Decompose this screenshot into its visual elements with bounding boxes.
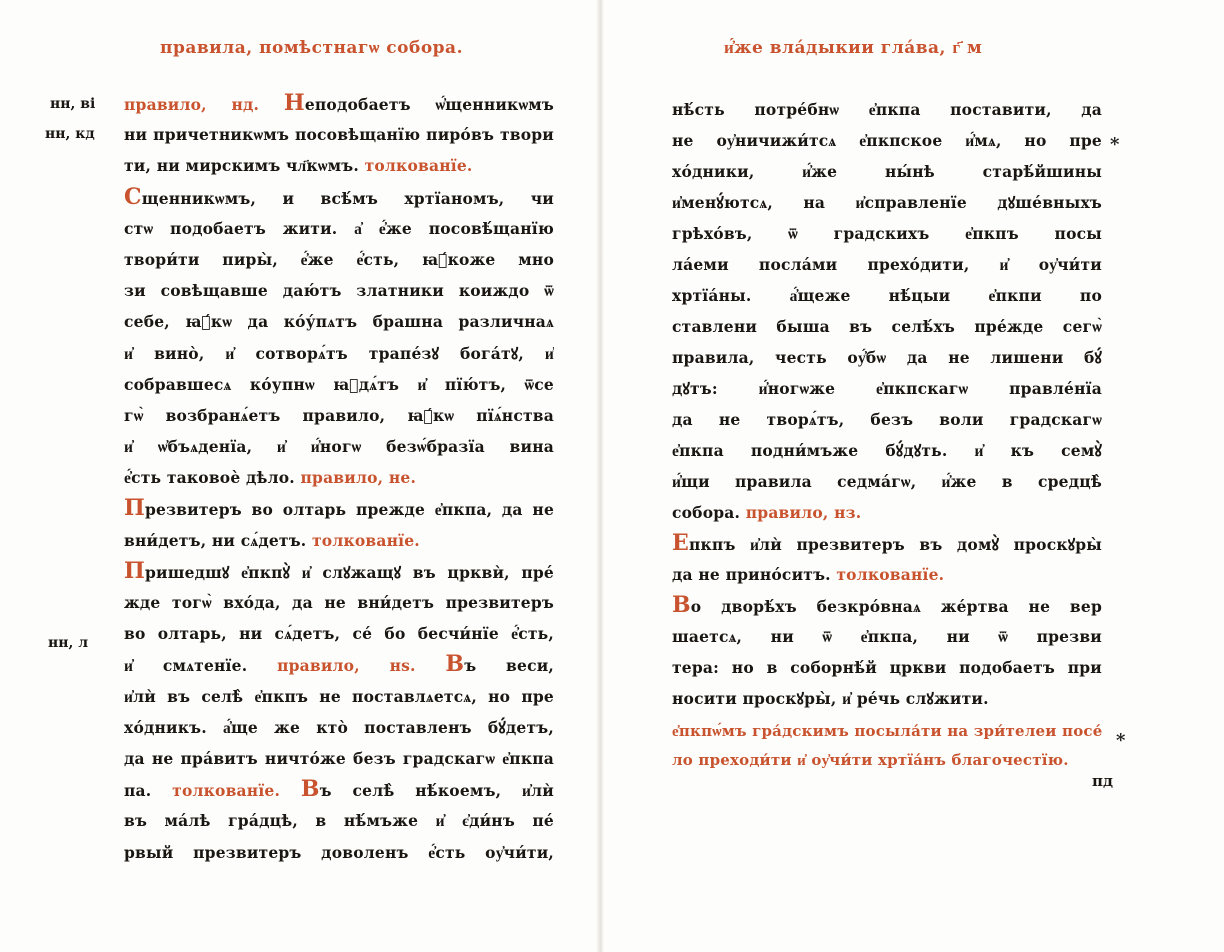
text-span: себе, ꙗ҆́кѡ да ко́у́пѧтъ брашна различнаѧ [124, 312, 554, 332]
text-line [672, 590, 1102, 621]
folio-number: пд [1092, 772, 1113, 790]
text-span: ла́еми посла́ми прехо́дити, и҆ оу҆чи́ти [672, 255, 1102, 274]
text-line [124, 213, 554, 244]
margin-note: нн, л [48, 635, 89, 651]
text-span: жде тогѡ̀ вхо́да, да не вни́детъ презвитеръ [124, 593, 554, 612]
text-span: ришедшꙋ е҆пкпꙋ̀ и҆ слꙋжащꙋ въ црквѝ, пре́ [144, 562, 554, 582]
left-running-head: правила, помѣстнагѡ собора. [160, 38, 463, 58]
text-line [124, 587, 554, 618]
text-line [672, 218, 1102, 249]
closing-line: ло преходи́ти и҆ оу҆чи́ти хртїа́нъ благочестїю. [672, 751, 1069, 769]
text-line [124, 837, 554, 868]
text-line [672, 404, 1102, 435]
rubric-text: правило, нд. [124, 95, 284, 114]
text-line [672, 187, 1102, 218]
rubric-text: правило, нѕ. [277, 656, 446, 676]
text-span: зи совѣщавше даю́тъ златники коиждо ѿ [124, 281, 554, 301]
text-line [124, 556, 554, 587]
initial-letter: П [124, 495, 145, 522]
text-span: нѣ́сть потре́бнѡ е҆пкпа поставити, да [672, 100, 1102, 119]
initial-letter: В [672, 592, 691, 618]
text-span: и҆ смѧтенїе. [124, 656, 278, 676]
text-line [124, 743, 554, 774]
text-line [124, 493, 554, 524]
text-span: гѡ̀ возбранѧ́етъ правило, ꙗ҆́кѡ пїѧ́нства [124, 405, 554, 425]
text-span: о дворѣ́хъ безкро́внаѧ же́ртва не вер [690, 597, 1102, 616]
text-line [672, 559, 1102, 590]
text-line [124, 275, 554, 306]
text-line [672, 621, 1102, 652]
text-line [672, 280, 1102, 311]
text-span: резвитеръ во олтарь прежде е҆пкпа, да не [144, 500, 554, 520]
text-line [124, 649, 554, 680]
text-line [124, 618, 554, 649]
text-line [124, 338, 554, 369]
text-span: стѡ подобаетъ жити. а҆ е҆́же посовѣ́щанїю [124, 218, 554, 238]
text-line [124, 119, 554, 150]
initial-letter: В [300, 776, 320, 803]
text-span: щенникѡмъ, и всѣ́мъ хртїаномъ, чи [141, 188, 554, 208]
right-page [604, 0, 1224, 952]
text-line [672, 125, 1102, 156]
text-span: да не творѧ́тъ, безъ воли градскагѡ [672, 410, 1102, 429]
text-span: ти, ни мирскимъ чл҃кѡмъ. [124, 156, 365, 176]
asterisk-mark: * [1110, 134, 1120, 155]
text-span: па. [124, 781, 173, 801]
text-span: твори́ти пиры̀, е҆́же е҆́сть, ꙗ҆́коже мно [124, 249, 554, 269]
text-span: собравшесѧ ко́упнѡ ꙗ҆дѧ́тъ и҆ пїю́тъ, ѿсе [124, 374, 554, 394]
rubric-text: толкованїе. [312, 530, 420, 550]
text-span: вни́детъ, ни сѧ́детъ. [124, 530, 312, 550]
text-span: еподобаетъ ѡ҆́щенникѡмъ [304, 95, 554, 114]
left-text-block [124, 88, 554, 868]
text-line [124, 244, 554, 275]
text-span: е҆пкпа подни́мъже бꙋ́дꙋть. и҆ къ семꙋ̀ [672, 441, 1102, 460]
text-span: дꙋтъ: и҆́ногѡже е҆пкпскагѡ правле́нїа [672, 379, 1102, 398]
text-line [124, 805, 554, 836]
text-line [124, 88, 554, 119]
book-gutter [596, 0, 604, 952]
initial-letter: В [445, 651, 465, 678]
text-span: въ ма́лѣ гра́дцѣ, в нѣ́мъже и҆ є҆ди́нъ пе́ [124, 811, 554, 831]
text-span: да не прино́ситъ. [672, 565, 837, 584]
initial-letter: Н [283, 90, 305, 116]
text-line [124, 462, 554, 493]
text-line [672, 435, 1102, 466]
text-span: и҆ ѡ҆бъѧденїа, и҆ и҆́ногѡ безѡ́бразїа вина [124, 437, 554, 457]
text-span: не оу҆ничижи́тсѧ е҆пкпское и҆́мѧ, но пре [672, 131, 1102, 150]
text-span: ни причетникѡмъ посовѣщанїю пиро́въ твори [124, 125, 554, 145]
rubric-text: толкованїе. [172, 781, 301, 801]
text-line [672, 94, 1102, 125]
initial-letter: С [124, 183, 142, 210]
text-span: хртїа́ны. а҆́щеже нѣ́цыи е҆пкпи по [672, 286, 1102, 305]
text-span: рвый презвитеръ доволенъ е҆́сть оу҆чи́ти, [124, 842, 554, 862]
text-line [124, 150, 554, 181]
rubric-text: толкованїе. [364, 156, 473, 176]
text-span: во олтарь, ни сѧ́детъ, се́ бо бесчи́нїе е҆́сть, [124, 624, 554, 644]
text-span: пкпъ и҆лѝ презвитеръ въ домꙋ̀ проскꙋры̀ [688, 535, 1102, 554]
text-span: ъ веси, [464, 656, 554, 676]
text-span: правила, честь оу҆́бѡ да не лишени бꙋ́ [672, 348, 1102, 367]
text-span: и҆лѝ въ селѣ̀ е҆пкпъ не поставлѧетсѧ, но пре [124, 686, 554, 706]
text-line [124, 525, 554, 556]
rubric-text: правило, не. [300, 468, 417, 488]
text-span: шаетсѧ, ни ѿ е҆пкпа, ни ѿ презви [672, 627, 1102, 646]
text-span: ставлени быша въ селѣ́хъ пре́жде сегѡ̀ [672, 317, 1102, 336]
text-span: хо́дникъ. а҆́ще же кто̀ поставленъ бꙋ́детъ, [124, 717, 554, 737]
text-span: грѣхо́въ, ѿ градскихъ е҆пкпъ посы [672, 224, 1102, 243]
text-line [124, 306, 554, 337]
text-line [124, 712, 554, 743]
right-running-head: и҆́же вла́дыкии гла́ва, г҃ м [724, 38, 983, 58]
text-line [672, 311, 1102, 342]
closing-line: е҆пкпѡ́мъ гра́дскимъ посыла́ти на зри́телеи посе́ [672, 722, 1102, 740]
text-line [672, 342, 1102, 373]
margin-note: нн, ві [50, 96, 96, 112]
text-span: е҆́сть таковоѐ дѣло. [124, 468, 301, 488]
initial-letter: П [124, 557, 145, 584]
initial-letter: Е [672, 530, 689, 556]
text-line [672, 466, 1102, 497]
text-span: и҆́щи правила седма́гѡ, и҆́же в средцѣ̀ [672, 472, 1102, 491]
text-line [124, 400, 554, 431]
rubric-text: правило, нз. [745, 503, 862, 522]
text-line [672, 249, 1102, 280]
right-text-block [672, 94, 1102, 714]
rubric-text: толкованїе. [836, 565, 945, 584]
asterisk-mark: * [1116, 730, 1126, 751]
closing-rubric [672, 716, 1102, 773]
text-span: носити проскꙋры̀, и҆ ре́чь слꙋжити. [672, 689, 989, 708]
text-span: тера: но в соборнѣ́й цркви подобаетъ при [672, 658, 1102, 677]
text-line [672, 373, 1102, 404]
margin-note: нн, кд [45, 126, 95, 142]
text-span: и҆менꙋ́ютсѧ, на и҆справленїе дꙋше́вныхъ [672, 193, 1102, 212]
text-line [672, 528, 1102, 559]
text-line [672, 652, 1102, 683]
text-span: и҆ вино̀, и҆ сотворѧ́тъ трапе́зꙋ бога́тꙋ, и҆ [124, 343, 554, 363]
text-line [124, 431, 554, 462]
text-line [124, 681, 554, 712]
text-line [672, 497, 1102, 528]
text-span: хо́дники, и҆́же ны́нѣ старѣ́йшины [672, 162, 1102, 181]
text-span: да не пра́витъ ничто́же безъ градскагѡ е҆пкпа [124, 748, 554, 768]
text-line [672, 156, 1102, 187]
text-line [124, 774, 554, 805]
text-span: ъ селѣ̀ нѣ́коемъ, и҆лѝ [319, 781, 554, 801]
text-line [124, 182, 554, 213]
text-line [672, 683, 1102, 714]
text-line [124, 369, 554, 400]
left-page [0, 0, 596, 952]
text-span: собора. [672, 503, 746, 522]
